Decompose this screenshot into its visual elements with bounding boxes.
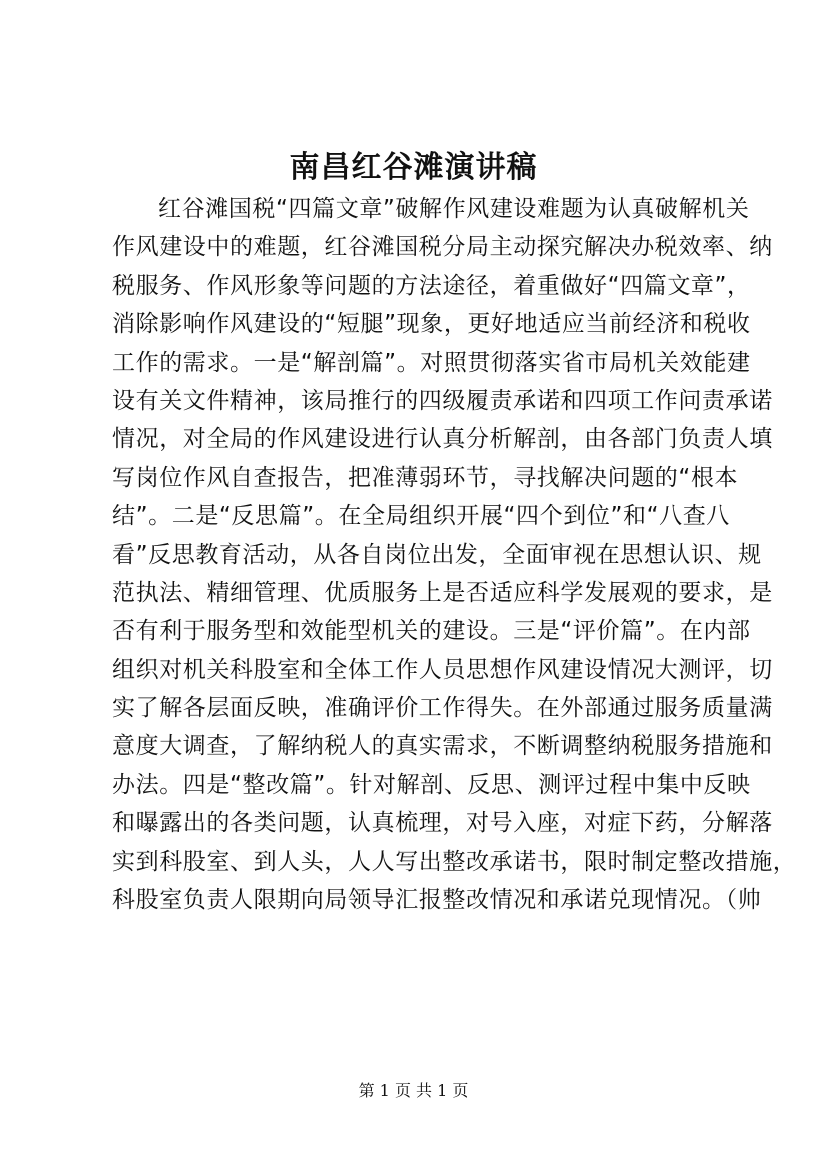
body-line: 看”反思教育活动，从各自岗位出发，全面审视在思想认识、规 bbox=[112, 541, 762, 568]
body-line: 组织对机关科股室和全体工作人员思想作风建设情况大测评，切 bbox=[112, 656, 773, 683]
body-line: 实了解各层面反映，准确评价工作得失。在外部通过服务质量满 bbox=[112, 695, 773, 722]
body-line: 写岗位作风自查报告，把准薄弱环节，寻找解决问题的“根本 bbox=[112, 464, 739, 491]
body-line: 科股室负责人限期向局领导汇报整改情况和承诺兑现情况。（帅 bbox=[112, 887, 762, 914]
document-body bbox=[112, 190, 797, 919]
body-line: 工作的需求。一是“解剖篇”。对照贯彻落实省市局机关效能建 bbox=[112, 349, 751, 376]
page-number: 第 1 页 共 1 页 bbox=[358, 1081, 469, 1100]
body-line: 否有利于服务型和效能型机关的建设。三是“评价篇”。在内部 bbox=[112, 618, 751, 645]
body-line: 作风建设中的难题，红谷滩国税分局主动探究解决办税效率、纳 bbox=[112, 234, 773, 261]
body-line: 实到科股室、到人头，人人写出整改承诺书，限时制定整改措施， bbox=[112, 848, 797, 875]
body-line: 意度大调查，了解纳税人的真实需求，不断调整纳税服务措施和 bbox=[112, 733, 773, 760]
document-title: 南昌红谷滩演讲稿 bbox=[289, 150, 538, 185]
body-line: 范执法、精细管理、优质服务上是否适应科学发展观的要求，是 bbox=[112, 579, 773, 606]
page-footer bbox=[0, 1080, 827, 1102]
body-line: 消除影响作风建设的“短腿”现象，更好地适应当前经济和税收 bbox=[112, 311, 751, 338]
body-line: 结”。二是“反思篇”。在全局组织开展“四个到位”和“八查八 bbox=[112, 503, 730, 530]
body-line: 情况，对全局的作风建设进行认真分析解剖，由各部门负责人填 bbox=[112, 426, 773, 453]
body-line: 税服务、作风形象等问题的方法途径，着重做好“四篇文章”， bbox=[112, 272, 751, 299]
body-line: 和曝露出的各类问题，认真梳理，对号入座，对症下药，分解落 bbox=[112, 810, 773, 837]
body-line: 办法。四是“整改篇”。针对解剖、反思、测评过程中集中反映 bbox=[112, 771, 751, 798]
body-line: 设有关文件精神，该局推行的四级履责承诺和四项工作问责承诺 bbox=[112, 387, 773, 414]
body-line: 红谷滩国税“四篇文章”破解作风建设难题为认真破解机关 bbox=[158, 196, 750, 222]
